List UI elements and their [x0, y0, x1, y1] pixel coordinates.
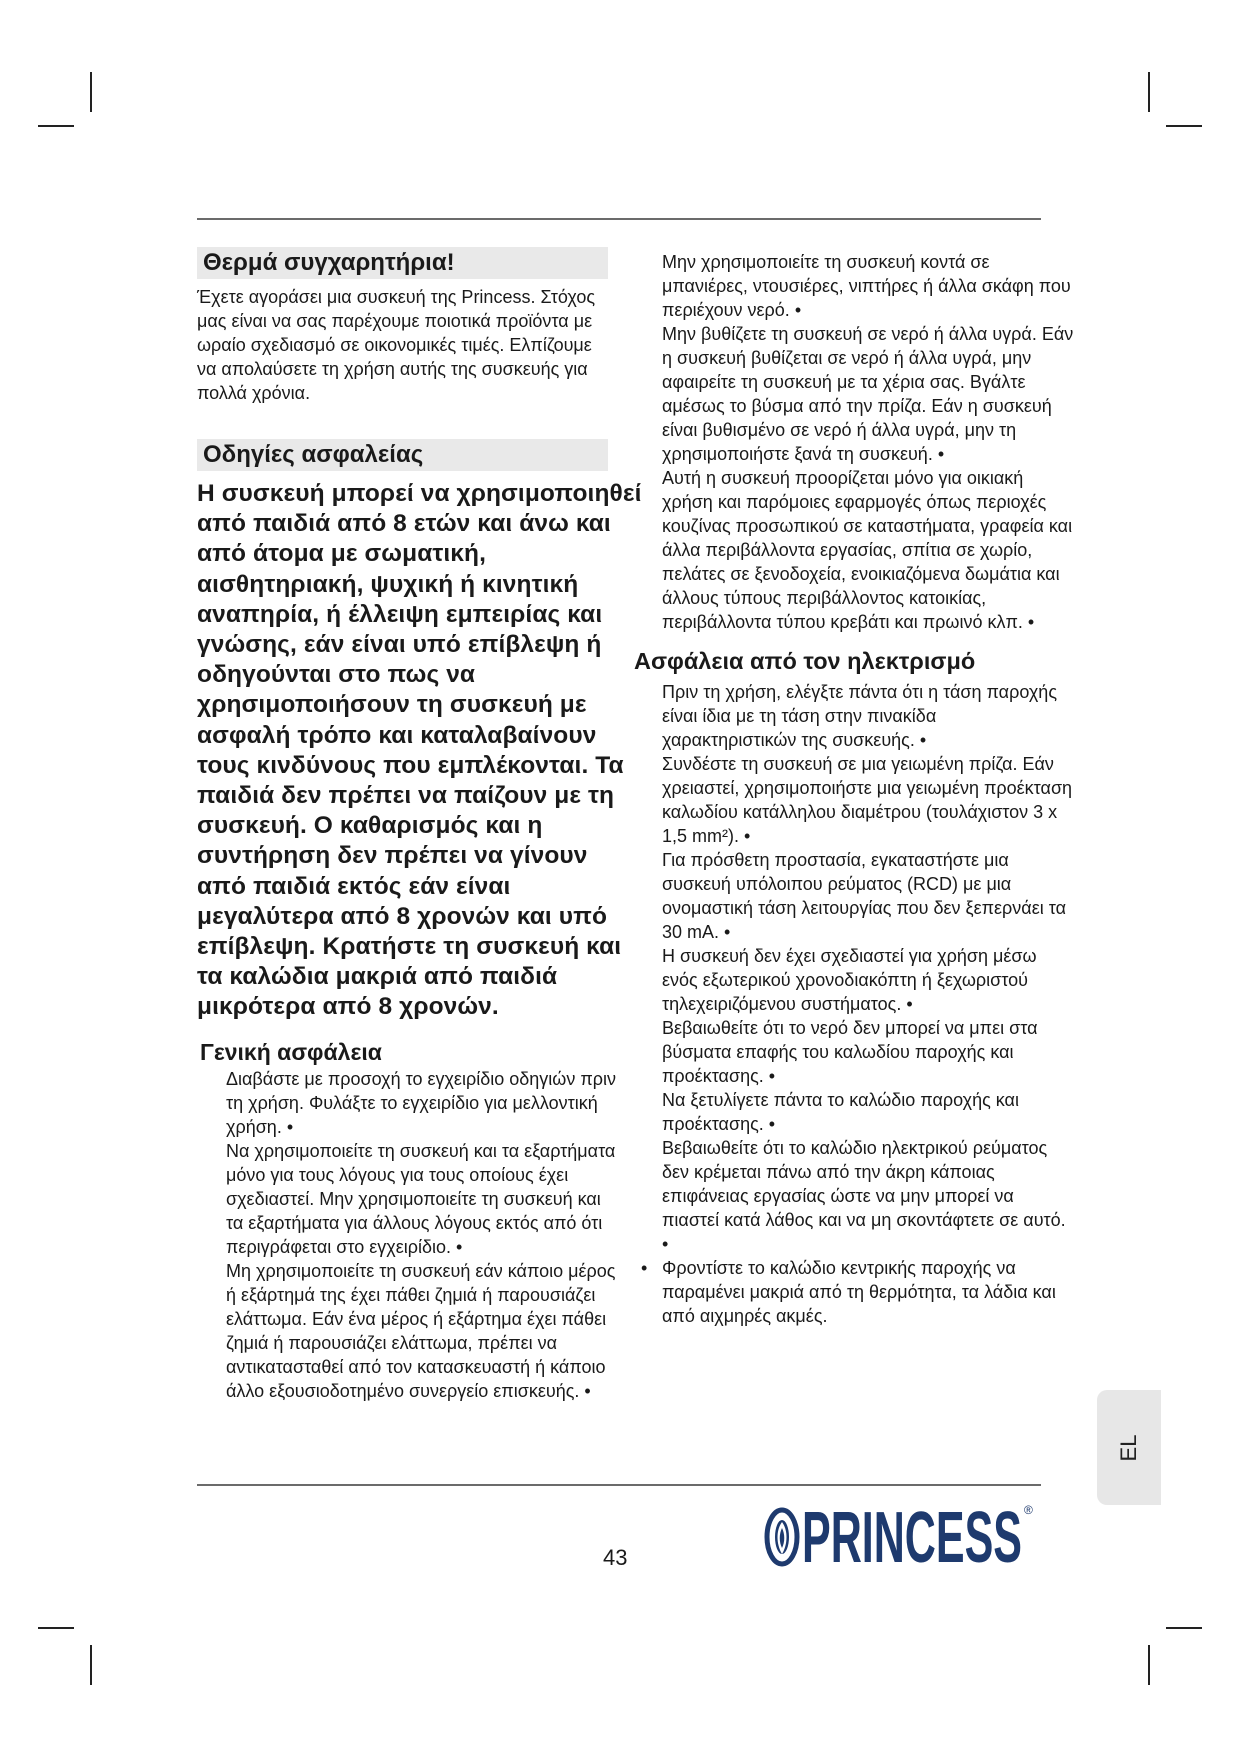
crop-mark [1148, 72, 1150, 112]
crop-mark [1166, 1627, 1202, 1629]
right-column [634, 250, 1074, 1328]
general-safety-heading: Γενική ασφάλεια [200, 1038, 382, 1065]
language-label: EL [1116, 1434, 1141, 1461]
list-item: Συνδέστε τη συσκευή σε μια γειωμένη πρίζα. Εάν χρειαστεί, χρησιμοποιήστε μια γειωμένη προέκταση καλωδίου κατάλληλου διαμέτρου (τουλάχιστον 3 x 1,5 mm²). • [662, 754, 1073, 846]
welcome-heading: Θερμά συγχαρητήρια! [197, 247, 608, 279]
safety-heading: Οδηγίες ασφαλείας [197, 439, 608, 471]
list-item: Βεβαιωθείτε ότι το νερό δεν μπορεί να μπει στα βύσματα επαφής του καλωδίου παροχής και προέκτασης. • [662, 1018, 1038, 1086]
list-item: Βεβαιωθείτε ότι το καλώδιο ηλεκτρικού ρεύματος δεν κρέμεται πάνω από την άκρη κάποιας επιφάνειας εργασίας ώστε να μην μπορεί να πιαστεί κατά λάθος και να μη σκοντάφτετε σε αυτό. • [662, 1138, 1066, 1254]
list-item: Μην βυθίζετε τη συσκευή σε νερό ή άλλα υγρά. Εάν η συσκευή βυθίζεται σε νερό ή άλλα υγρά, μην αφαιρείτε τη συσκευή με τα χέρια σας. Βγάλτε αμέσως το βύσμα από την πρίζα. Εάν η συσκευή είναι βυθισμένο σε νερό ή άλλα υγρά, μην τη χρησιμοποιήστε ξανά τη συσκευή. • [662, 324, 1074, 464]
general-safety-list [226, 1067, 621, 1403]
crop-mark [1166, 125, 1202, 127]
crop-mark [90, 72, 92, 112]
list-item: Για πρόσθετη προστασία, εγκαταστήστε μια συσκευή υπόλοιπου ρεύματος (RCD) με μια ονομαστική τάση λειτουργίας που δεν ξεπερνάει τα 30 mA. • [662, 850, 1066, 942]
welcome-text: Έχετε αγοράσει μια συσκευή της Princess. Στόχος μας είναι να σας παρέχουμε ποιοτικά προϊόντα με ωραίο σχεδιασμό σε οικονομικές τιμές. Ελπίζουμε να απολαύσετε τη χρήση αυτής της συσκευής για πολλά χρόνια. [197, 287, 596, 403]
princess-emblem-icon [767, 1510, 797, 1564]
list-item: Πριν τη χρήση, ελέγξτε πάντα ότι η τάση παροχής είναι ίδια με τη τάση στην πινακίδα χαρακτηριστικών της συσκευής. • [662, 682, 1057, 750]
crop-mark [1148, 1645, 1150, 1685]
general-safety-list-continued [662, 250, 1074, 634]
list-item: Μην χρησιμοποιείτε τη συσκευή κοντά σε μπανιέρες, ντουσιέρες, νιπτήρες ή άλλα σκάφη που περιέχουν νερό. • [662, 252, 1071, 320]
crop-mark [38, 1627, 74, 1629]
page-number: 43 [603, 1545, 628, 1570]
top-rule [197, 218, 1041, 220]
list-item: Να χρησιμοποιείτε τη συσκευή και τα εξαρτήματα μόνο για τους λόγους για τους οποίους έχει σχεδιαστεί. Μην χρησιμοποιείτε τη συσκευή και τα εξαρτήματα για άλλους λόγους εκτός από ότι περιγράφεται στο εγχειρίδιο. • [226, 1140, 616, 1257]
list-item: Μη χρησιμοποιείτε τη συσκευή εάν κάποιο μέρος ή εξάρτημά της έχει πάθει ζημιά ή παρουσιάζει ελάττωμα. Εάν ένα μέρος ή εξάρτημα έχει πάθει ζημιά ή παρουσιάζει ελάττωμα, πρέπει να αντικατασταθεί από τον κατασκευαστή ή κάποιο άλλο εξουσιοδοτημένο συνεργείο επισκευής. • [226, 1260, 616, 1401]
crop-mark [90, 1645, 92, 1685]
list-item: • Φροντίστε το καλώδιο κεντρικής παροχής να παραμένει μακριά από τη θερμότητα, τα λάδια και από αιχμηρές ακμές. [641, 1258, 1056, 1326]
left-column [197, 247, 642, 1403]
princess-logo [760, 1500, 1035, 1570]
registered-mark: ® [1024, 1503, 1033, 1517]
list-item: Η συσκευή δεν έχει σχεδιαστεί για χρήση μέσω ενός εξωτερικού χρονοδιακόπτη ή ξεχωριστού τηλεχειριζόμενου συστήματος. • [662, 946, 1037, 1014]
bottom-rule [197, 1484, 1041, 1486]
list-item: Αυτή η συσκευή προορίζεται μόνο για οικιακή χρήση και παρόμοιες εφαρμογές όπως περιοχές κουζίνας προσωπικού σε καταστήματα, γραφεία και άλλα περιβάλλοντα εργασίας, σπίτια σε χωρίο, πελάτες σε ξενοδοχεία, ενοικιαζόμενα δωμάτια και άλλους τύπους περιβάλλοντος κατοικίας, περιβάλλοντα τύπου κρεβάτι και πρωινό κλπ. • [662, 468, 1073, 632]
language-tab [1097, 1390, 1161, 1505]
list-item: Διαβάστε με προσοχή το εγχειρίδιο οδηγιών πριν τη χρήση. Φυλάξτε το εγχειρίδιο για μελλοντική χρήση. • [226, 1068, 616, 1137]
safety-warning: Η συσκευή μπορεί να χρησιμοποιηθεί από παιδιά από 8 ετών και άνω και από άτομα με σωματική, αισθητηριακή, ψυχική ή κινητική αναπηρία, ή έλλειψη εμπειρίας και γνώσης, εάν είναι υπό επίβλεψη ή οδηγούνται στο πως να χρησιμοποιήσουν τη συσκευή με ασφαλή τρόπο και καταλαβαίνουν τους κινδύνους που εμπλέκονται. Τα παιδιά δεν πρέπει να παίζουν με τη συσκευή. Ο καθαρισμός και η συντήρηση δεν πρέπει να γίνουν από παιδιά εκτός εάν είναι μεγαλύτερα από 8 χρονών και υπό επίβλεψη. Κρατήστε τη συσκευή και τα καλώδια μακριά από παιδιά μικρότερα από 8 χρονών. [197, 480, 642, 1021]
brand-wordmark: PRINCESS [802, 1500, 1022, 1570]
bullet-icon: • [641, 1258, 648, 1278]
electrical-safety-list [641, 680, 1074, 1328]
crop-mark [38, 125, 74, 127]
electrical-safety-heading: Ασφάλεια από τον ηλεκτρισμό [634, 648, 976, 674]
list-item: Να ξετυλίγετε πάντα το καλώδιο παροχής και προέκτασης. • [662, 1090, 1019, 1134]
